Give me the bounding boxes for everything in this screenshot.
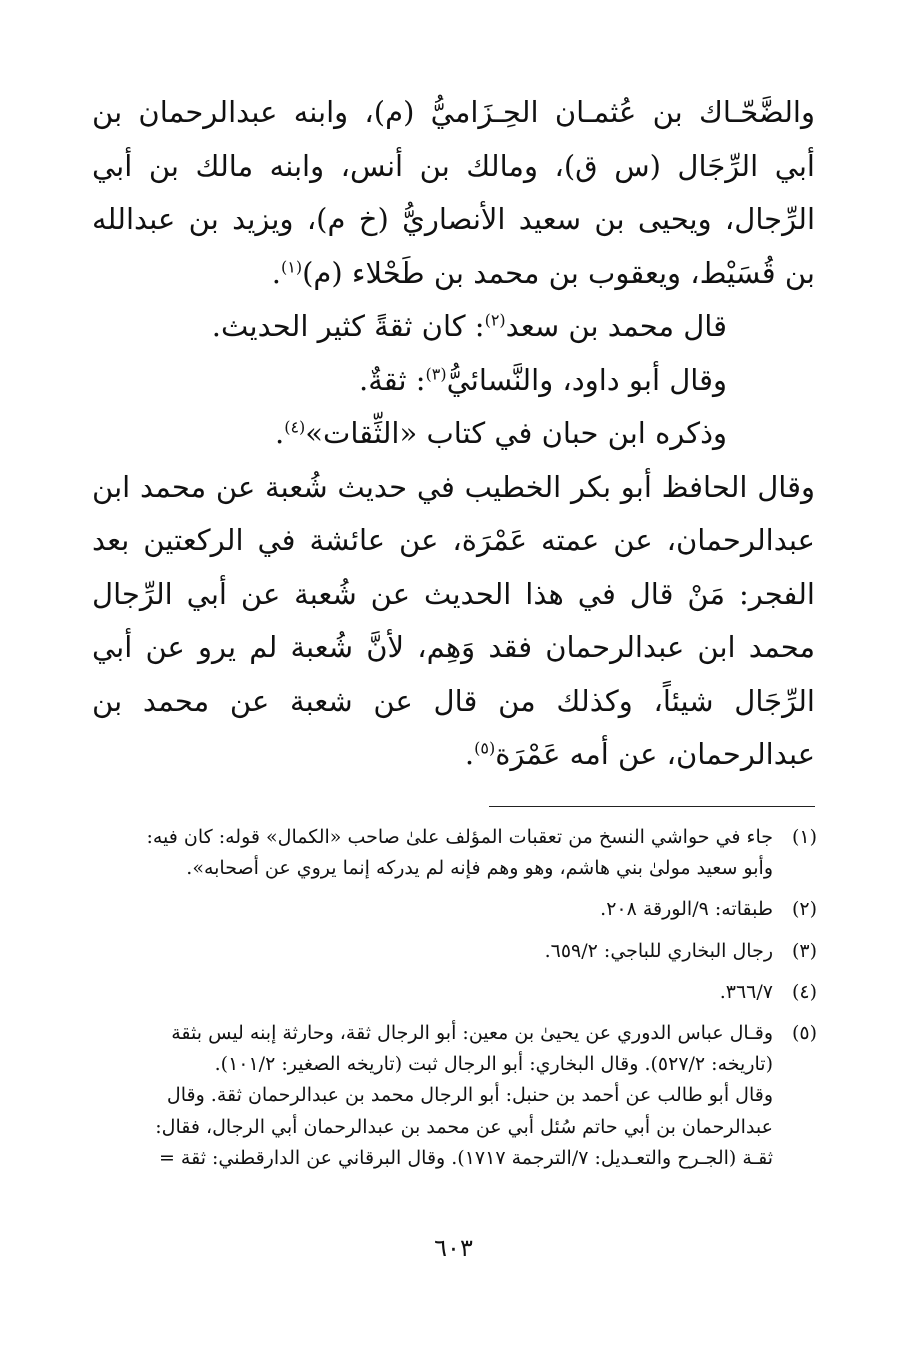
page-number: ٦٠٣ bbox=[434, 1234, 473, 1262]
paragraph-text: وذكره ابن حبان في كتاب «الثِّقات» bbox=[305, 416, 727, 450]
footnote-text bbox=[92, 822, 773, 884]
paragraph-end: : ثقةٌ. bbox=[359, 362, 426, 397]
footnote-line: جاء في حواشي النسخ من تعقبات المؤلف علىٰ صاحب «الكمال» قوله: كان فيه: bbox=[146, 826, 773, 848]
footnote-line: وقال أبو طالب عن أحمد بن حنبل: أبو الرجال محمد بن عبدالرحمان ثقة. وقال bbox=[166, 1084, 773, 1107]
paragraph-narrators bbox=[92, 86, 815, 300]
footnote-line: عبدالرحمان بن أبي حاتم سُئل أبي عن محمد بن عبدالرحمان أبي الرجال، فقال: bbox=[155, 1115, 773, 1138]
paragraph-khatib bbox=[92, 461, 815, 782]
footnote-number: (٣) bbox=[791, 939, 817, 962]
footnote-ref: (١) bbox=[280, 256, 303, 276]
footnote-5 bbox=[92, 1018, 817, 1174]
paragraph-end: : كان ثقةً كثير الحديث. bbox=[211, 309, 485, 343]
paragraph-ibn-hibban bbox=[92, 407, 815, 461]
paragraph-ibn-saad bbox=[92, 300, 815, 354]
footnote-line: وأبو سعيد مولىٰ بني هاشم، وهو وهم فإنه لم يدركه إنما يروي عن أصحابه». bbox=[186, 857, 773, 880]
footnote-ref: (٤) bbox=[284, 417, 306, 437]
paragraph-end: . bbox=[271, 255, 281, 290]
footnote-number: (١) bbox=[791, 826, 817, 848]
footnote-1 bbox=[92, 822, 817, 884]
footnote-line: رجال البخاري للباجي: ٦٥٩/٢. bbox=[544, 939, 773, 962]
footnote-divider bbox=[489, 806, 815, 807]
footnote-text bbox=[92, 1018, 773, 1174]
main-text bbox=[92, 86, 815, 782]
footnote-line: طبقاته: ٩/الورقة ٢٠٨. bbox=[600, 898, 773, 921]
footnote-text bbox=[92, 894, 773, 925]
paragraph-abu-dawud bbox=[92, 354, 815, 408]
footnote-3 bbox=[92, 936, 817, 967]
paragraph-end: . bbox=[464, 737, 475, 771]
footnote-number: (٤) bbox=[791, 980, 817, 1003]
paragraph-text: وقال الحافظ أبو بكر الخطيب في حديث شُعبة عن محمد ابن عبدالرحمان، عن عمته عَمْرَة، عن عائشة في الركعتين بعد الفجر: مَنْ قال في هذا الحديث عن شُعبة عن أبي الرِّجال محمد ابن عبدالرحمان فقد وَهِم، لأنَّ شُعبة لم يرو عن أبي الرِّجَال شيئاً، وكذلك من قال عن شعبة عن محمد بن عبدالرحمان، عن أمه عَمْرَة bbox=[92, 469, 815, 771]
footnote-line: وقـال عباس الدوري عن يحيىٰ بن معين: أبو الرجال ثقة، وحارثة إبنه ليس بثقة bbox=[171, 1022, 773, 1045]
footnote-line: (تاريخه: ٥٢٧/٢). وقال البخاري: أبو الرجال ثبت (تاريخه الصغير: ١٠١/٢). bbox=[214, 1053, 773, 1076]
paragraph-text: والضَّحّـاك بن عُثمـان الحِـزَاميُّ (م)، وابنه عبدالرحمان بن أبي الرِّجَال (س ق)، ومالك بن أنس، وابنه مالك بن أبي الرِّجال، ويحيى بن سعيد الأنصاريُّ (خ م)، ويزيد بن عبدالله بن قُسَيْط، ويعقوب بن محمد بن طَحْلاء (م) bbox=[92, 95, 815, 290]
footnote-line: ثقـة (الجـرح والتعـديل: ٧/الترجمة ١٧١٧). وقال البرقاني عن الدارقطني: ثقة = bbox=[158, 1146, 773, 1169]
paragraph-text: قال محمد بن سعد bbox=[505, 309, 727, 343]
footnote-ref: (٢) bbox=[484, 310, 506, 330]
paragraph-end: . bbox=[274, 416, 285, 450]
footnote-ref: (٥) bbox=[474, 738, 496, 758]
footnote-number: (٥) bbox=[791, 1022, 817, 1045]
footnote-2 bbox=[92, 894, 817, 925]
footnote-4 bbox=[92, 977, 817, 1008]
footnote-number: (٢) bbox=[791, 898, 817, 921]
footnotes bbox=[92, 822, 817, 1184]
footnote-text bbox=[92, 977, 773, 1008]
footnote-ref: (٣) bbox=[425, 363, 447, 383]
paragraph-text: وقال أبو داود، والنَّسائيُّ bbox=[446, 362, 727, 397]
footnote-line: ٣٦٦/٧. bbox=[719, 980, 773, 1003]
footnote-text bbox=[92, 936, 773, 967]
